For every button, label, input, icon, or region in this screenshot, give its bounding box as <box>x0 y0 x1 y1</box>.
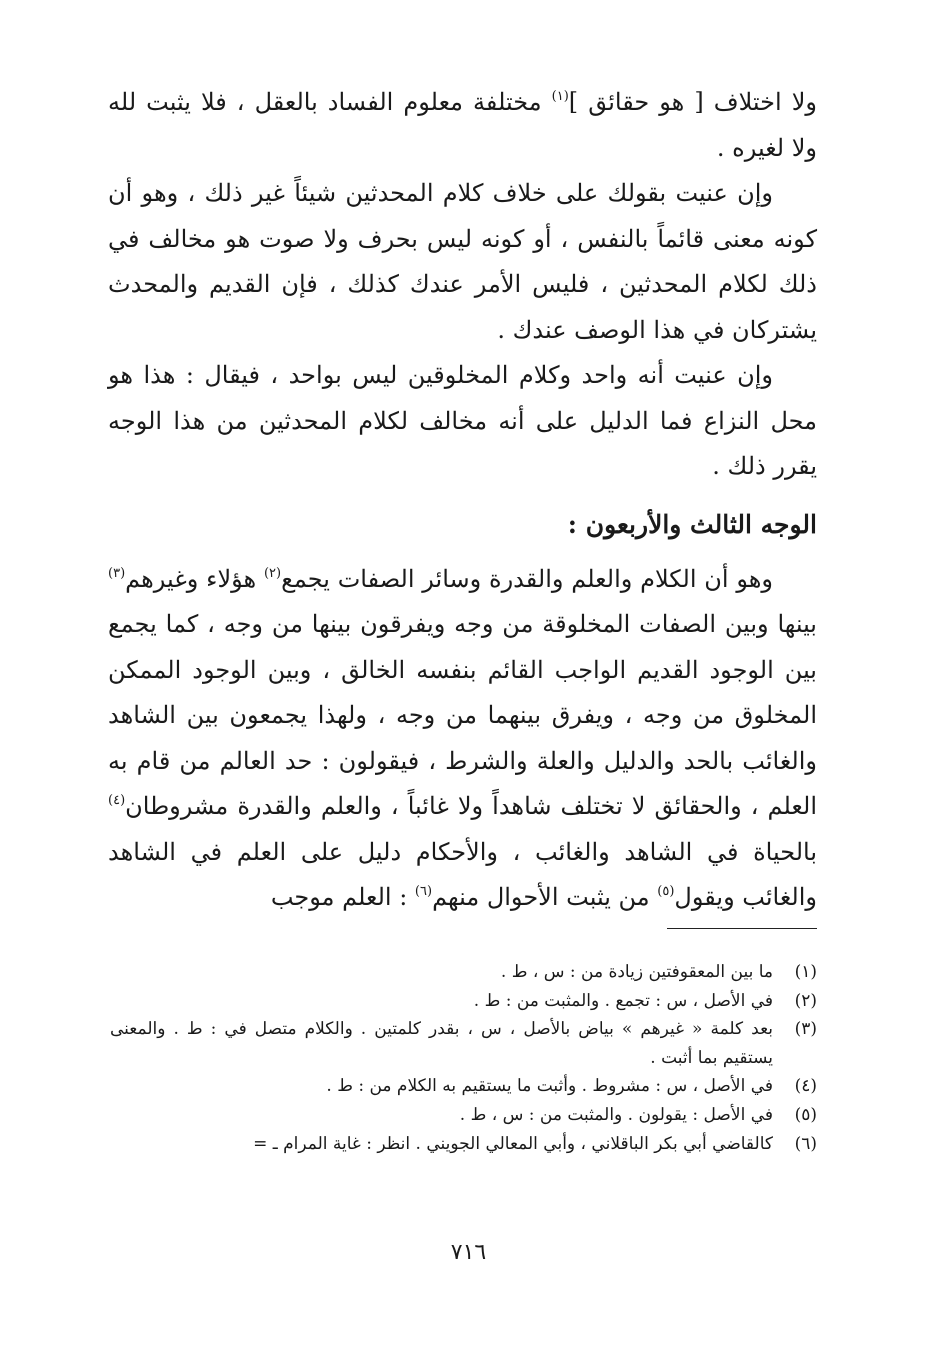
main-text <box>108 80 817 921</box>
footnote-6 <box>110 1130 817 1159</box>
footnote-1 <box>110 958 817 987</box>
footnotes <box>110 958 817 1158</box>
paragraph-4-part-a: وهو أن الكلام والعلم والقدرة وسائر الصفات يجمع <box>281 564 773 593</box>
paragraph-1 <box>108 80 817 171</box>
paragraph-4-part-c: بينها وبين الصفات المخلوقة من وجه ويفرقون بينها من وجه ، كما يجمع بين الوجود القديم الواجب القائم بنفسه الخالق ، وبين الوجود الممكن المخلوق من وجه ، ويفرق بينهما من وجه ، ولهذا يجمعون بين الشاهد والغائب بالحد والدليل والعلة والشرط ، فيقولون : حد العالم من قام به العلم ، والحقائق لا تختلف شاهداً ولا غائباً ، والعلم والقدرة مشروطان <box>108 610 817 820</box>
footnote-ref-4: (٤) <box>108 793 126 808</box>
paragraph-4 <box>108 557 817 921</box>
footnote-3 <box>110 1015 817 1072</box>
footnote-number: (١) <box>794 962 817 982</box>
paragraph-1-part-b: مختلفة معلوم الفساد بالعقل ، فلا يثبت لله ولا لغيره . <box>108 88 817 162</box>
section-heading: الوجه الثالث والأربعون : <box>567 509 817 539</box>
footnote-2 <box>110 987 817 1016</box>
footnote-ref-2: (٢) <box>263 565 282 581</box>
footnote-text: كالقاضي أبي بكر الباقلاني ، وأبي المعالي الجويني . انظر : غاية المرام ـ = <box>253 1133 773 1154</box>
page-number: ٧١٦ <box>450 1240 487 1265</box>
paragraph-4-part-b: هؤلاء وغيرهم <box>125 564 264 593</box>
paragraph-2: وإن عنيت بقولك على خلاف كلام المحدثين شيئاً غير ذلك ، وهو أن كونه معنى قائماً بالنفس ، أو كونه ليس بحرف ولا صوت هو مخالف في ذلك لكلام المحدثين ، فليس الأمر عندك كذلك ، فإن القديم والمحدث يشتركان في هذا الوصف عندك . <box>108 179 817 344</box>
footnote-text: في الأصل : يقولون . والمثبت من : س ، ط . <box>459 1104 773 1125</box>
footnote-4 <box>110 1072 817 1101</box>
footnote-text: في الأصل ، س : مشروط . وأثبت ما يستقيم به الكلام من : ط . <box>326 1076 773 1097</box>
footnote-text: بعد كلمة « غيرهم » بياض بالأصل ، س ، بقدر كلمتين . والكلام متصل في : ط . والمعنى يستقيم بما أثبت . <box>110 1019 773 1068</box>
paragraph-3: وإن عنيت أنه واحد وكلام المخلوقين ليس بواحد ، فيقال : هذا هو محل النزاع فما الدليل على أنه مخالف لكلام المحدثين من هذا الوجه يقرر ذلك . <box>108 361 817 480</box>
footnote-number: (٤) <box>794 1076 817 1097</box>
paragraph-4-part-e: من يثبت الأحوال منهم <box>432 883 658 911</box>
page-body <box>108 80 817 921</box>
paragraph-4-part-d: بالحياة في الشاهد والغائب ، والأحكام دليل على العلم في الشاهد والغائب ويقول <box>108 837 817 911</box>
paragraph-4-part-f: : العلم موجب <box>270 883 415 911</box>
footnote-ref-1: (١) <box>551 89 569 104</box>
footnote-text: ما بين المعقوفتين زيادة من : س ، ط . <box>500 962 773 982</box>
footnote-5 <box>110 1101 817 1130</box>
footnote-text: في الأصل ، س : تجمع . والمثبت من : ط . <box>473 990 773 1011</box>
footnote-separator <box>667 928 817 929</box>
footnote-ref-6: (٦) <box>414 884 433 899</box>
footnote-number: (٢) <box>794 990 817 1011</box>
footnote-ref-3: (٣) <box>108 565 126 581</box>
footnote-number: (٦) <box>794 1133 817 1154</box>
footnote-number: (٣) <box>794 1019 817 1040</box>
footnote-number: (٥) <box>794 1104 817 1125</box>
paragraph-1-part-a: ولا اختلاف [ هو حقائق ] <box>568 88 817 116</box>
footnote-ref-5: (٥) <box>657 884 675 899</box>
